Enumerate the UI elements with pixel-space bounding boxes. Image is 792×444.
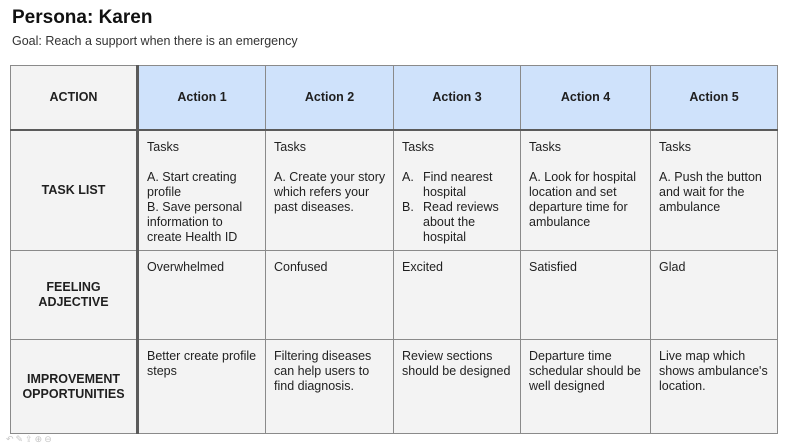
feeling-label-line: ADJECTIVE bbox=[38, 295, 109, 309]
feeling-cell-5: Glad bbox=[651, 251, 778, 340]
task-cell-3 bbox=[394, 130, 521, 251]
action-1-header: Action 1 bbox=[138, 66, 266, 130]
footer-toolbar bbox=[6, 434, 54, 444]
tasks-heading: Tasks bbox=[402, 139, 434, 154]
task-line: A. Look for hospital location and set departure time for ambulance bbox=[529, 169, 637, 229]
tasks-heading: Tasks bbox=[659, 139, 691, 154]
page-title: Persona: Karen bbox=[12, 7, 153, 28]
improvement-cell-1: Better create profile steps bbox=[138, 340, 266, 434]
header-row bbox=[11, 66, 778, 130]
share-icon[interactable]: ⇪ bbox=[25, 434, 35, 444]
feeling-cell-2: Confused bbox=[266, 251, 394, 340]
task-line: A. Start creating profile bbox=[147, 169, 237, 199]
action-3-header: Action 3 bbox=[394, 66, 521, 130]
task-cell-2 bbox=[266, 130, 394, 251]
task-line: A. Create your story which refers your past diseases. bbox=[274, 169, 386, 214]
zoom-icon[interactable]: ⊕ bbox=[34, 434, 45, 444]
list-marker: A. bbox=[402, 169, 414, 184]
goal-text: Goal: Reach a support when there is an emergency bbox=[12, 34, 298, 48]
tasks-heading: Tasks bbox=[147, 139, 179, 154]
improvement-cell-4: Departure time schedular should be well designed bbox=[521, 340, 651, 434]
improvement-label-line: IMPROVEMENT bbox=[26, 371, 121, 386]
task-cell-5 bbox=[651, 130, 778, 251]
list-marker: B. bbox=[402, 199, 414, 214]
improvement-cell-2: Filtering diseases can help users to find diagnosis. bbox=[266, 340, 394, 434]
improvement-label bbox=[11, 340, 138, 434]
action-header: ACTION bbox=[11, 66, 138, 130]
feeling-row bbox=[11, 251, 778, 340]
action-2-header: Action 2 bbox=[266, 66, 394, 130]
task-line: Read reviews about the hospital bbox=[423, 199, 499, 244]
task-list-label: TASK LIST bbox=[11, 130, 138, 251]
task-cell-4 bbox=[521, 130, 651, 251]
improvement-label-line: OPPORTUNITIES bbox=[22, 386, 125, 401]
feeling-label-line: FEELING bbox=[46, 280, 101, 294]
tasks-heading: Tasks bbox=[274, 139, 306, 154]
minus-icon[interactable]: ⊖ bbox=[44, 434, 54, 444]
task-line: A. Push the button and wait for the ambulance bbox=[659, 169, 762, 214]
feeling-cell-3: Excited bbox=[394, 251, 521, 340]
task-line: Find nearest hospital bbox=[423, 169, 493, 199]
edit-icon[interactable]: ✎ bbox=[15, 434, 26, 444]
task-cell-1 bbox=[138, 130, 266, 251]
feeling-cell-1: Overwhelmed bbox=[138, 251, 266, 340]
list-item bbox=[402, 200, 513, 245]
improvement-cell-3: Review sections should be designed bbox=[394, 340, 521, 434]
improvement-cell-5: Live map which shows ambulance's location. bbox=[651, 340, 778, 434]
feeling-label bbox=[11, 251, 138, 340]
tasks-heading: Tasks bbox=[529, 139, 561, 154]
action-5-header: Action 5 bbox=[651, 66, 778, 130]
task-list-row bbox=[11, 130, 778, 251]
list-item bbox=[402, 170, 513, 200]
feeling-cell-4: Satisfied bbox=[521, 251, 651, 340]
task-line: B. Save personal information to create Health ID bbox=[147, 199, 243, 244]
action-4-header: Action 4 bbox=[521, 66, 651, 130]
journey-map-table bbox=[10, 65, 778, 434]
undo-icon[interactable]: ↶ bbox=[6, 434, 16, 444]
task-list bbox=[402, 170, 513, 245]
improvement-row bbox=[11, 340, 778, 434]
